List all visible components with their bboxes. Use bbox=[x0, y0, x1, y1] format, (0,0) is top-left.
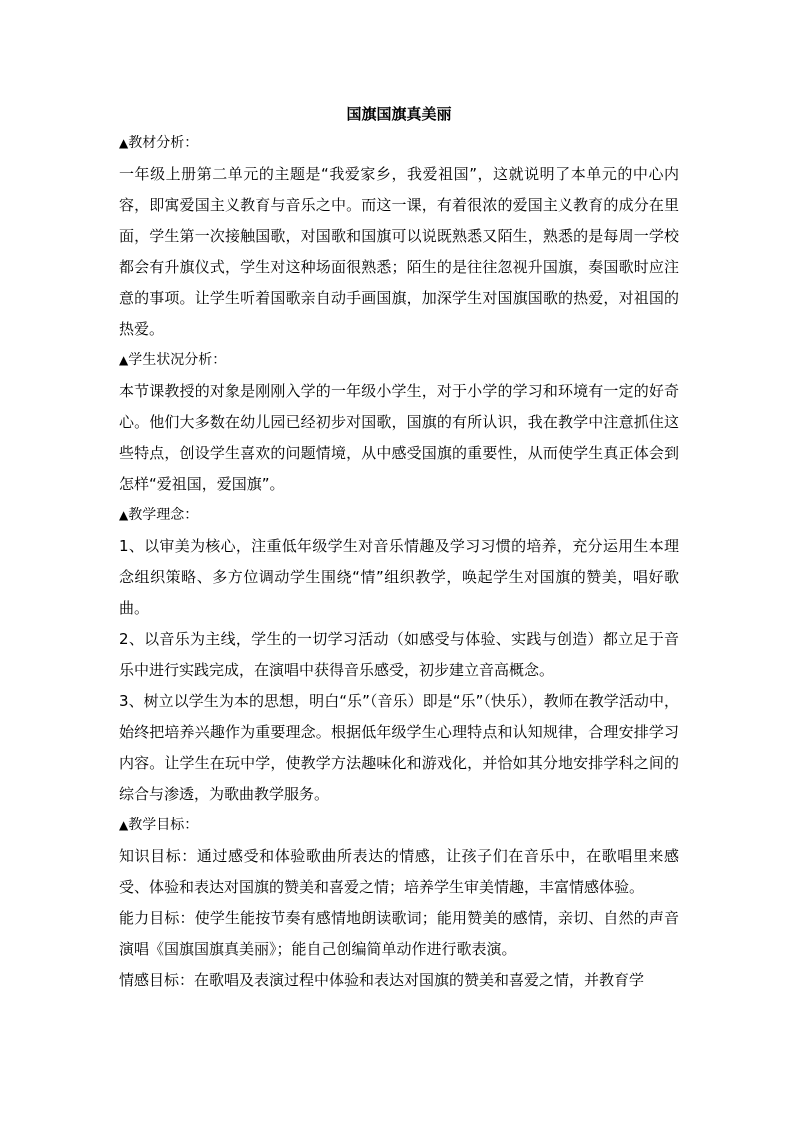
triangle-bullet-icon: ▲ bbox=[119, 818, 129, 832]
triangle-bullet-icon: ▲ bbox=[119, 508, 129, 522]
triangle-bullet-icon: ▲ bbox=[119, 136, 129, 150]
paragraph: 1、以审美为核心，注重低年级学生对音乐情趣及学习习惯的培养，充分运用生本理念组织策略、多方位调动学生围绕“情”组织教学，唤起学生对国旗的赞美，唱好歌曲。 bbox=[119, 537, 679, 617]
document-body bbox=[119, 100, 679, 996]
section-heading-label: 教学理念： bbox=[128, 507, 199, 523]
section-heading-textbook-analysis bbox=[119, 128, 679, 159]
paragraph: 3、树立以学生为本的思想，明白“乐”（音乐）即是“乐”（快乐），教师在教学活动中，始终把培养兴趣作为重要理念。根据低年级学生心理特点和认知规律，合理安排学习内容。让学生在玩中学，使教学方法趣味化和游戏化，并恰如其分地安排学科之间的综合与渗透，为歌曲教学服务。 bbox=[119, 692, 679, 803]
section-heading-teaching-goals bbox=[119, 810, 679, 841]
paragraph: 本节课教授的对象是刚刚入学的一年级小学生，对于小学的学习和环境有一定的好奇心。他们大多数在幼儿园已经初步对国歌，国旗的有所认识，我在教学中注意抓住这些特点，创设学生喜欢的问题情境，从中感受国旗的重要性，从而使学生真正体会到怎样“爱祖国，爱国旗”。 bbox=[119, 382, 679, 493]
paragraph: 一年级上册第二单元的主题是“我爱家乡，我爱祖国”，这就说明了本单元的中心内容，即寓爱国主义教育与音乐之中。而这一课，有着很浓的爱国主义教育的成分在里面，学生第一次接触国歌，对国歌和国旗可以说既熟悉又陌生，熟悉的是每周一学校都会有升旗仪式，学生对这种场面很熟悉；陌生的是往往忽视升国旗，奏国歌时应注意的事项。让学生听着国歌亲自动手画国旗，加深学生对国旗国歌的热爱，对祖国的热爱。 bbox=[119, 165, 679, 338]
paragraph: 情感目标：在歌唱及表演过程中体验和表达对国旗的赞美和喜爱之情，并教育学 bbox=[119, 971, 645, 989]
triangle-bullet-icon: ▲ bbox=[119, 353, 129, 367]
paragraph: 知识目标：通过感受和体验歌曲所表达的情感，让孩子们在音乐中，在歌唱里来感受、体验和表达对国旗的赞美和喜爱之情；培养学生审美情趣，丰富情感体验。 bbox=[119, 847, 679, 896]
section-heading-label: 教材分析： bbox=[128, 135, 199, 151]
paragraph: 能力目标：使学生能按节奏有感情地朗读歌词；能用赞美的感情，亲切、自然的声音演唱《国旗国旗真美丽》；能自己创编简单动作进行歌表演。 bbox=[119, 909, 679, 958]
section-heading-label: 教学目标： bbox=[128, 817, 199, 833]
section-heading-student-analysis bbox=[119, 345, 679, 376]
page-title: 国旗国旗真美丽 bbox=[346, 105, 452, 123]
paragraph: 2、以音乐为主线，学生的一切学习活动（如感受与体验、实践与创造）都立足于音乐中进行实践完成，在演唱中获得音乐感受，初步建立音高概念。 bbox=[119, 630, 679, 679]
section-heading-teaching-philosophy bbox=[119, 500, 679, 531]
section-heading-label: 学生状况分析： bbox=[128, 352, 227, 368]
